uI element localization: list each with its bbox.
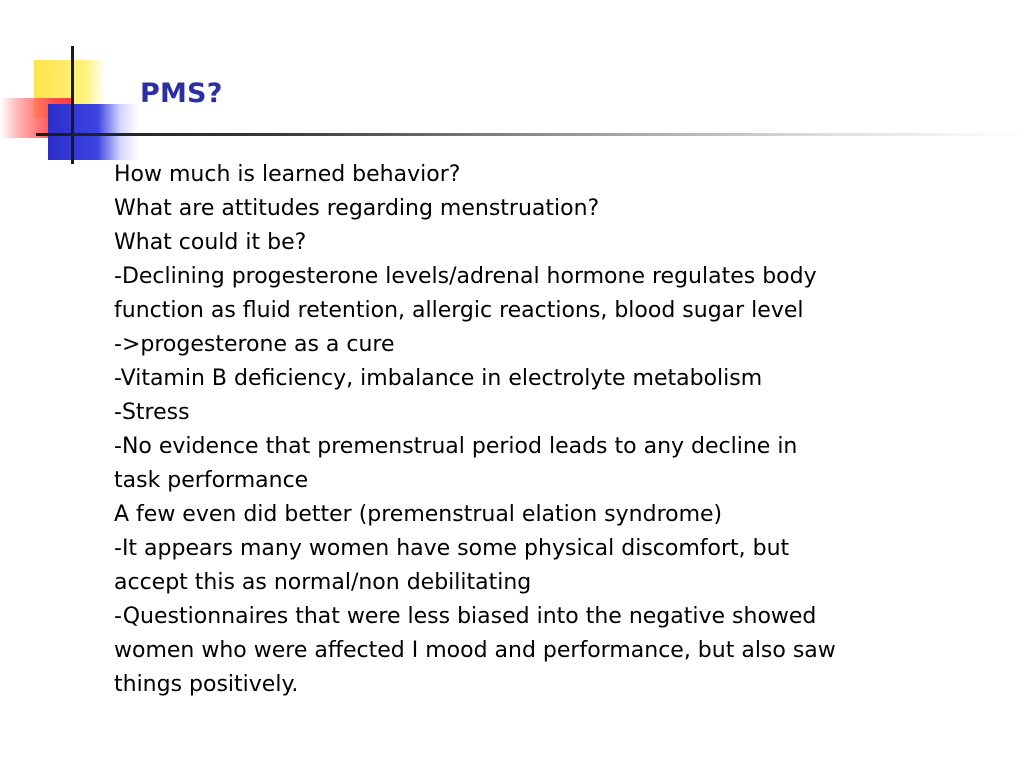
body-line: -Stress bbox=[114, 400, 190, 425]
body-line: task performance bbox=[114, 468, 309, 493]
title-underline-divider bbox=[36, 133, 1024, 136]
decorative-blue-square bbox=[48, 104, 138, 160]
body-line: How much is learned behavior? bbox=[114, 162, 461, 187]
body-line: What could it be? bbox=[114, 230, 307, 255]
body-line: things positively. bbox=[114, 672, 299, 697]
body-line: What are attitudes regarding menstruation? bbox=[114, 196, 600, 221]
body-line: -No evidence that premenstrual period leads to any decline in bbox=[114, 434, 798, 459]
body-line: -It appears many women have some physical discomfort, but bbox=[114, 536, 790, 561]
body-line: -Declining progesterone levels/adrenal hormone regulates body bbox=[114, 264, 817, 289]
body-line: ->progesterone as a cure bbox=[114, 332, 395, 357]
body-line: A few even did better (premenstrual elation syndrome) bbox=[114, 502, 723, 527]
body-line: -Vitamin B deficiency, imbalance in electrolyte metabolism bbox=[114, 366, 763, 391]
slide-body bbox=[114, 158, 994, 702]
body-line: -Questionnaires that were less biased into the negative showed bbox=[114, 604, 817, 629]
body-line: women who were affected I mood and performance, but also saw bbox=[114, 638, 836, 663]
slide-title: PMS? bbox=[140, 78, 223, 109]
body-line: function as fluid retention, allergic reactions, blood sugar level bbox=[114, 298, 804, 323]
decorative-vertical-line bbox=[71, 46, 74, 164]
body-line: accept this as normal/non debilitating bbox=[114, 570, 532, 595]
